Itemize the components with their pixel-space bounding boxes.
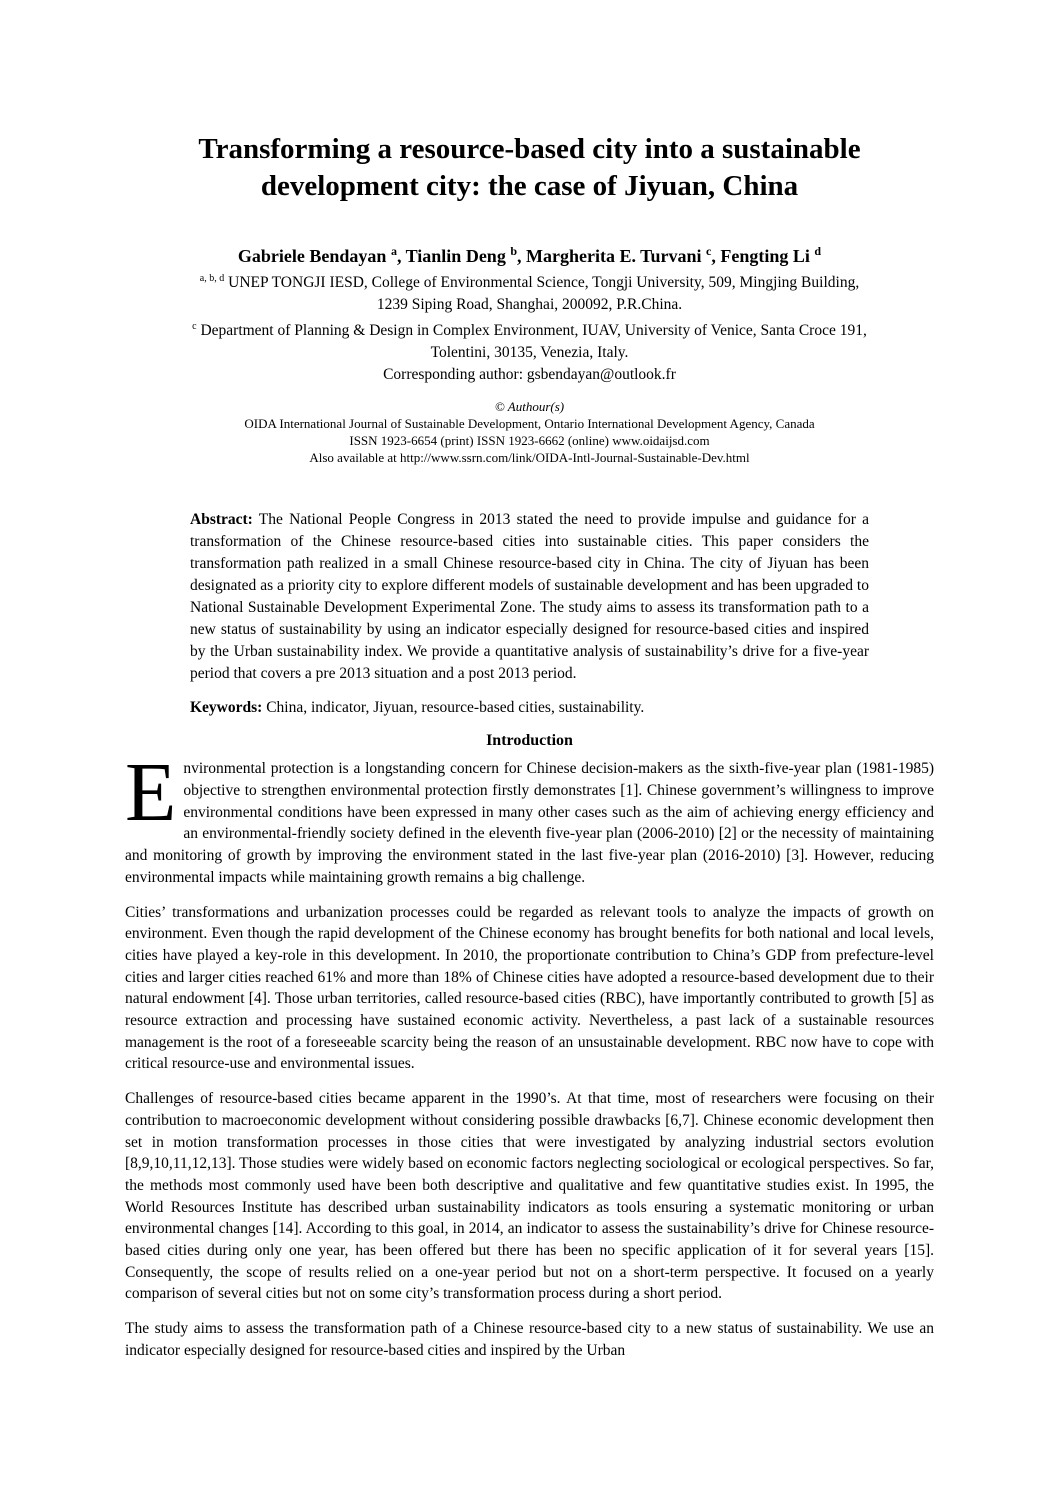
affiliation-2-line2: Tolentini, 30135, Venezia, Italy. <box>430 344 629 362</box>
copyright-block <box>125 398 934 466</box>
abstract-text: The National People Congress in 2013 stated the need to provide impulse and guidance for a transformation of the Chinese resource-based cities into sustainable cities. This paper considers the transformation path realized in a small Chinese resource-based city in China. The city of Jiyuan has been designated as a priority city to explore different models of sustainable development and has been upgraded to National Sustainable Development Experimental Zone. The study aims to assess its transformation path to a new status of sustainability by using an indicator especially designed for resource-based cities and inspired by the Urban sustainability index. We provide a quantitative analysis of sustainability’s drive for a five-year period that covers a pre 2013 situation and a post 2013 period. <box>190 511 869 683</box>
keywords-text: China, indicator, Jiyuan, resource-based cities, sustainability. <box>262 699 645 717</box>
keywords-line <box>190 697 869 719</box>
affiliation-2-line1: $^c$ Department of Planning & Design in Complex Environment, IUAV, University of Venice, Santa Croce 191, <box>192 321 867 340</box>
affiliation-2-marks: c <box>192 321 197 333</box>
issn-line: ISSN 1923-6654 (print) ISSN 1923-6662 (online) www.oidaijsd.com <box>349 433 710 449</box>
affiliation-1-line2: 1239 Siping Road, Shanghai, 200092, P.R.China. <box>376 296 683 314</box>
abstract-paragraph <box>190 509 869 685</box>
author-name: Gabriele Bendayan <box>237 246 391 266</box>
keywords-label: Keywords: <box>190 699 263 717</box>
author-affiliation-mark: a <box>390 244 397 258</box>
author-affiliation-mark: c <box>706 244 712 258</box>
affiliations-block <box>125 268 934 386</box>
intro-paragraph-1-text: nvironmental protection is a longstanding concern for Chinese decision-makers as the sixth-five-year plan (1981-1985) objective to strengthen environmental protection firstly demonstrates [1]. Chinese government’s willingness to improve environmental conditions have been expressed in many other cases such as the aim of achieving energy efficiency and an environmental-friendly society defined in the eleventh five-year plan (2006-2010) [2] or the necessity of maintaining and monitoring of growth by improving the environment stated in the last five-year plan (2016-2010) [3]. However, reducing environmental impacts while maintaining growth remains a big challenge. <box>125 760 934 886</box>
paper-title-line2: development city: the case of Jiyuan, China <box>260 170 799 202</box>
author-name: , Margherita E. Turvani <box>517 246 707 266</box>
affiliation-1-marks: a, b, d <box>199 273 225 284</box>
intro-paragraph-3: Challenges of resource-based cities became apparent in the 1990’s. At that time, most of researchers were focusing on their contribution to macroeconomic development without considering possible drawbacks [6,7]. Chinese economic development then set in motion transformation processes in those cities that were investigated by analyzing industrial sectors evolution [8,9,10,11,12,13]. Those studies were widely based on economic factors neglecting sociological or ecological perspectives. So far, the methods most commonly used have been both descriptive and qualitative and few quantitative studies exist. In 1995, the World Resources Institute has described urban sustainability indicators as tools ensuring a systematic monitoring or urban environmental changes [14]. According to this goal, in 2014, an indicator to assess the sustainability’s drive for Chinese resource-based cities during only one year, has been offered but there has been no specific application of it for several years [15]. Consequently, the scope of results relied on a one-year period but not on a short-term perspective. It focused on a yearly comparison of several cities but not on some city’s transformation process during a short period. <box>125 1090 934 1303</box>
drop-cap: E <box>125 746 177 840</box>
paper-title <box>125 131 934 205</box>
author-name: , Tianlin Deng <box>396 246 511 266</box>
corresponding-author: Corresponding author: gsbendayan@outlook.fr <box>383 366 676 384</box>
author-name: , Fengting Li <box>711 246 815 266</box>
author-line <box>125 239 934 268</box>
intro-paragraph-4: The study aims to assess the transformation path of a Chinese resource-based city to a new status of sustainability. We use an indicator especially designed for resource-based cities and inspired by the Urban <box>125 1320 934 1359</box>
copyright-authors-line: © Authour(s) <box>494 399 565 415</box>
section-heading-introduction: Introduction <box>486 732 573 750</box>
author-affiliation-mark: d <box>814 244 822 258</box>
author-affiliation-mark: b <box>510 244 518 258</box>
paper-title-line1: Transforming a resource-based city into a sustainable <box>198 133 861 165</box>
abstract-label: Abstract: <box>190 511 253 529</box>
intro-paragraph-2: Cities’ transformations and urbanization processes could be regarded as relevant tools to analyze the impacts of growth on environment. Even though the rapid development of the Chinese economy has brought benefits for both national and local levels, cities have played a key-role in this development. In 2010, the proportionate contribution to China’s GDP from prefecture-level cities and larger cities reached 61% and more than 18% of Chinese cities have adopted a resource-based development due to their natural endowment [4]. Those urban territories, called resource-based cities (RBC), have importantly contributed to growth [5] as resource extraction and processing have sustained economic activity. Nevertheless, a past lack of a sustainable resources management is the root of a foreseeable scarcity being the reason of an unsustainable development. RBC now have to cope with critical resource-use and environmental issues. <box>125 903 934 1073</box>
affiliation-1-line1: $^{a, b, d}$ UNEP TONGJI IESD, College of Environmental Science, Tongji University, 509, Mingjing Building, <box>199 273 860 292</box>
intro-paragraph-1 <box>125 746 934 888</box>
availability-line: Also available at http://www.ssrn.com/link/OIDA-Intl-Journal-Sustainable-Dev.html <box>309 450 750 466</box>
journal-line: OIDA International Journal of Sustainable Development, Ontario International Development Agency, Canada <box>244 416 815 432</box>
